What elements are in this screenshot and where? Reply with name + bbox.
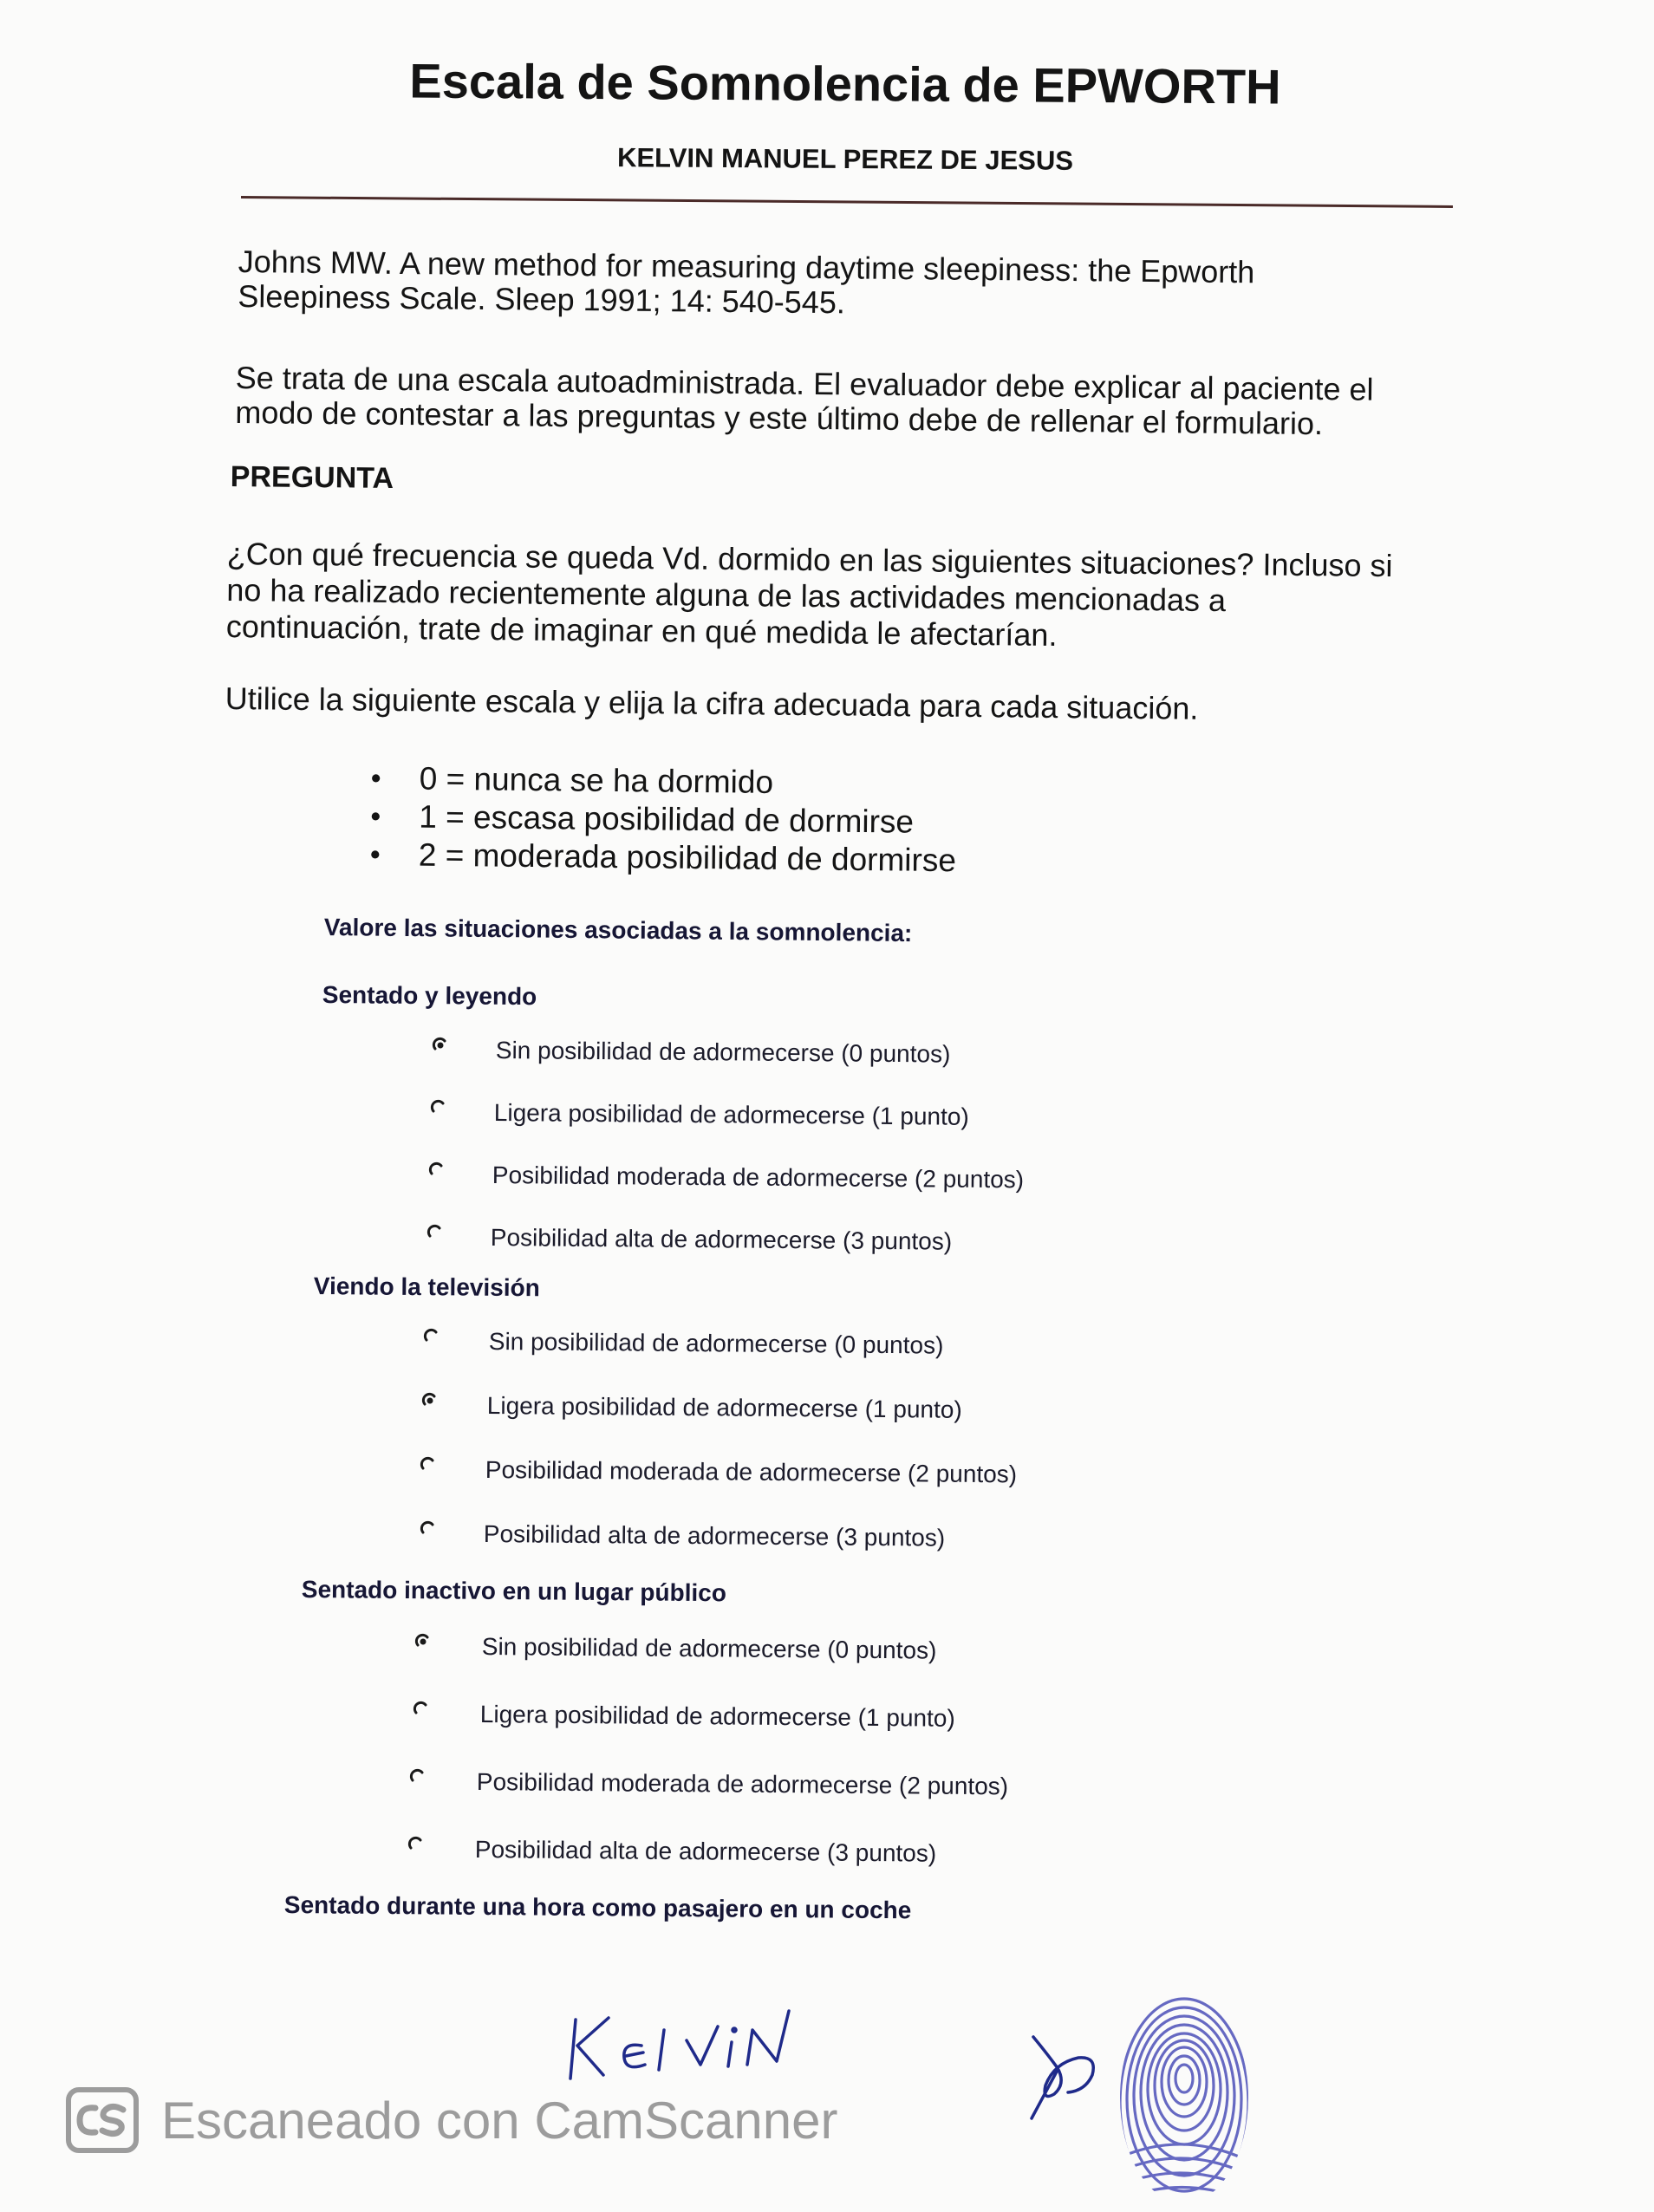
instructions-note [235,361,1374,442]
radio-button[interactable] [423,1328,440,1345]
question-text [226,536,1393,657]
radio-button[interactable] [409,1768,427,1786]
reference-line: Johns MW. A new method for measuring daytime sleepiness: the Epworth [238,244,1255,290]
radio-button[interactable] [430,1099,447,1116]
radio-button[interactable] [420,1456,437,1474]
reference-citation [238,244,1254,324]
scale-item: • 1 = escasa posibilidad de dormirse [363,797,957,842]
header-divider [241,196,1453,208]
group-label-lugar-publico: Sentado inactivo en un lugar público [301,1576,727,1607]
question-heading: PREGUNTA [230,459,394,495]
option-label: Sin posibilidad de adormecerse (0 puntos) [495,1037,951,1068]
radio-button[interactable] [421,1392,439,1409]
radio-button[interactable] [414,1633,432,1650]
radio-button[interactable] [407,1836,425,1853]
scale-instruction: Utilice la siguiente escala y elija la cifra adecuada para cada situación. [225,680,1199,726]
form-heading: Valore las situaciones asociadas a la somnolencia: [323,914,913,947]
radio-button[interactable] [428,1161,446,1179]
handwritten-mark [1019,2021,1106,2125]
reference-line: Sleepiness Scale. Sleep 1991; 14: 540-545. [238,277,846,321]
radio-button[interactable] [413,1701,430,1718]
option-label: Posibilidad moderada de adormecerse (2 puntos) [476,1768,1009,1800]
group-label-viendo-television: Viendo la televisión [313,1272,540,1302]
option-label: Ligera posibilidad de adormecerse (1 punto) [493,1099,969,1130]
option-label: Posibilidad alta de adormecerse (3 puntos) [474,1836,937,1867]
option-label: Sin posibilidad de adormecerse (0 puntos) [488,1328,944,1359]
scale-item: • 0 = nunca se ha dormido [364,759,958,803]
question-line: ¿Con qué frecuencia se queda Vd. dormido en las siguientes situaciones? Incluso si [226,536,1393,584]
handwritten-signature [562,1992,804,2087]
camscanner-logo-icon [66,2087,139,2153]
scale-item: • 2 = moderada posibilidad de dormirse [363,836,957,880]
option-label: Posibilidad alta de adormecerse (3 puntos) [490,1224,953,1255]
question-line: no ha realizado recientemente alguna de las actividades mencionadas a [226,571,1227,619]
group-label-pasajero-coche: Sentado durante una hora como pasajero en un coche [283,1891,912,1924]
note-line: Se trata de una escala autoadministrada. El evaluador debe explicar al paciente el [235,360,1374,407]
option-label: Ligera posibilidad de adormecerse (1 punto) [486,1392,962,1423]
option-label: Sin posibilidad de adormecerse (0 puntos) [481,1633,937,1664]
group-label-sentado-leyendo: Sentado y leyendo [322,981,537,1011]
option-label: Posibilidad moderada de adormecerse (2 puntos) [485,1456,1018,1488]
radio-button[interactable] [432,1037,449,1054]
radio-button[interactable] [427,1224,444,1241]
patient-name: KELVIN MANUEL PEREZ DE JESUS [616,142,1074,176]
option-label: Ligera posibilidad de adormecerse (1 punto) [479,1701,955,1732]
option-label: Posibilidad moderada de adormecerse (2 puntos) [492,1161,1025,1194]
radio-button[interactable] [420,1520,437,1538]
document-title: Escala de Somnolencia de EPWORTH [409,53,1281,114]
thumbprint [1113,1983,1255,2209]
scale-list [363,759,957,880]
option-label: Posibilidad alta de adormecerse (3 puntos) [483,1520,946,1552]
note-line: modo de contestar a las preguntas y este último debe de rellenar el formulario. [235,394,1324,442]
scanner-watermark: Escaneado con CamScanner [161,2092,838,2150]
question-line: continuación, trate de imaginar en qué medida le afectarían. [225,608,1058,654]
